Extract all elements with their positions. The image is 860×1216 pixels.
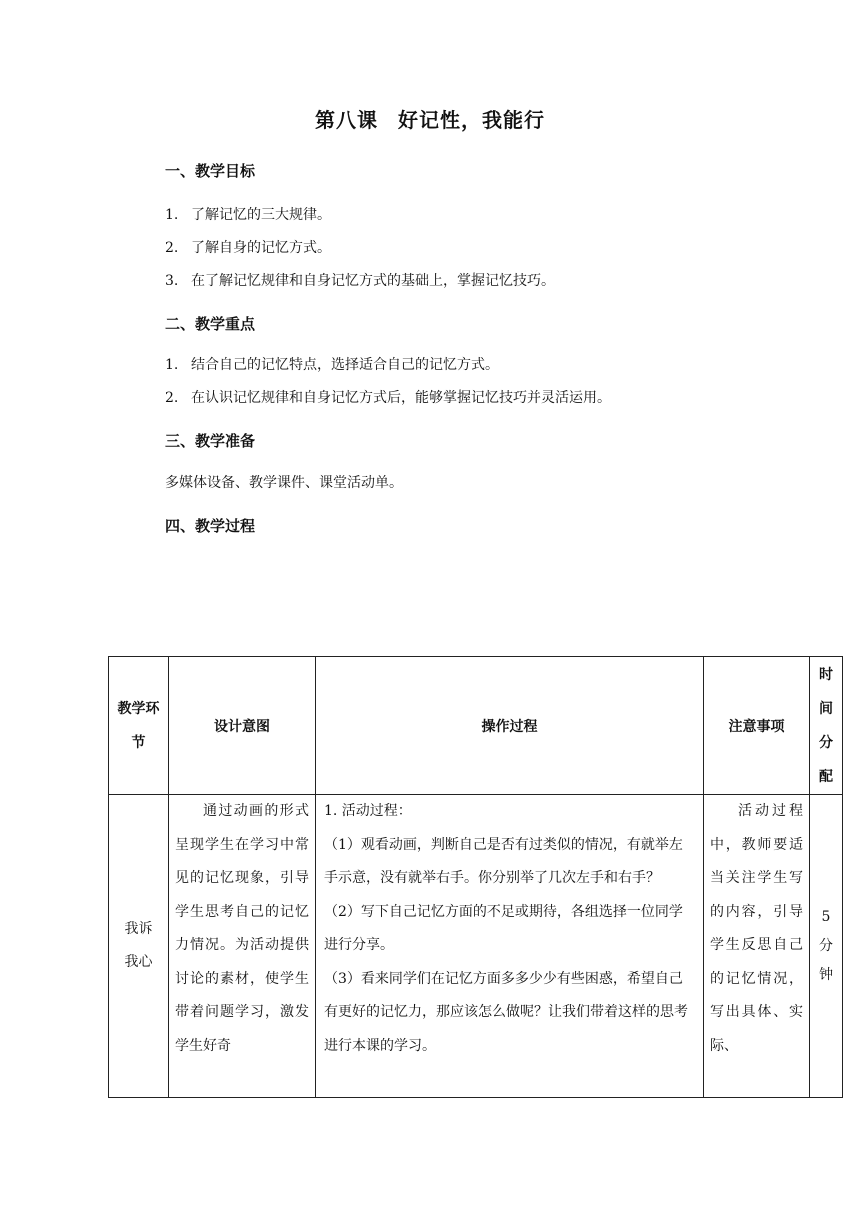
cell-process: 1. 活动过程： （1）观看动画，判断自己是否有过类似的情况，有就举左手示意，没有就举右手。你分别举了几次左手和右手？ （2）写下自己记忆方面的不足或期待，各组选择一位同学进行分享。 （3）看来同学们在记忆方面多多少少有些困惑，希望自己有更好的记忆力，那应该怎么做呢？让我们带着这样的思考进行本课的学习。: [316, 795, 704, 1098]
header-process: 操作过程: [316, 657, 704, 795]
prep-heading: 三、教学准备: [165, 432, 256, 450]
header-design: 设计意图: [169, 657, 316, 795]
goal-item: 1. 了解记忆的三大规律。: [165, 207, 331, 223]
process-heading: 四、教学过程: [165, 517, 256, 535]
lesson-number: 第八课: [315, 108, 378, 132]
header-time: 时间分配: [810, 657, 843, 795]
header-notes: 注意事项: [704, 657, 810, 795]
page-title: [0, 104, 860, 133]
prep-text: 多媒体设备、教学课件、课堂活动单。: [165, 475, 403, 491]
cell-time: 5分钟: [810, 795, 843, 1098]
lesson-name: 好记性，我能行: [398, 108, 545, 132]
header-section: 教学环节: [109, 657, 169, 795]
cell-notes: 活动过程中，教师要适当关注学生写的内容，引导学生反思自己的记忆情况，写出具体、实际、: [704, 795, 810, 1098]
goals-heading: 一、教学目标: [165, 162, 256, 180]
focus-item: 1. 结合自己的记忆特点，选择适合自己的记忆方式。: [165, 357, 499, 373]
goal-item: 3. 在了解记忆规律和自身记忆方式的基础上，掌握记忆技巧。: [165, 273, 555, 289]
table-row: [109, 795, 843, 1098]
lesson-process-table: [108, 656, 843, 1098]
table-header-row: [109, 657, 843, 795]
cell-section: 我诉我心: [109, 795, 169, 1098]
focus-item: 2. 在认识记忆规律和自身记忆方式后，能够掌握记忆技巧并灵活运用。: [165, 390, 611, 406]
focus-heading: 二、教学重点: [165, 315, 256, 333]
goal-item: 2. 了解自身的记忆方式。: [165, 240, 331, 256]
cell-design: 通过动画的形式呈现学生在学习中常见的记忆现象，引导学生思考自己的记忆力情况。为活动提供讨论的素材，使学生带着问题学习，激发学生好奇: [169, 795, 316, 1098]
